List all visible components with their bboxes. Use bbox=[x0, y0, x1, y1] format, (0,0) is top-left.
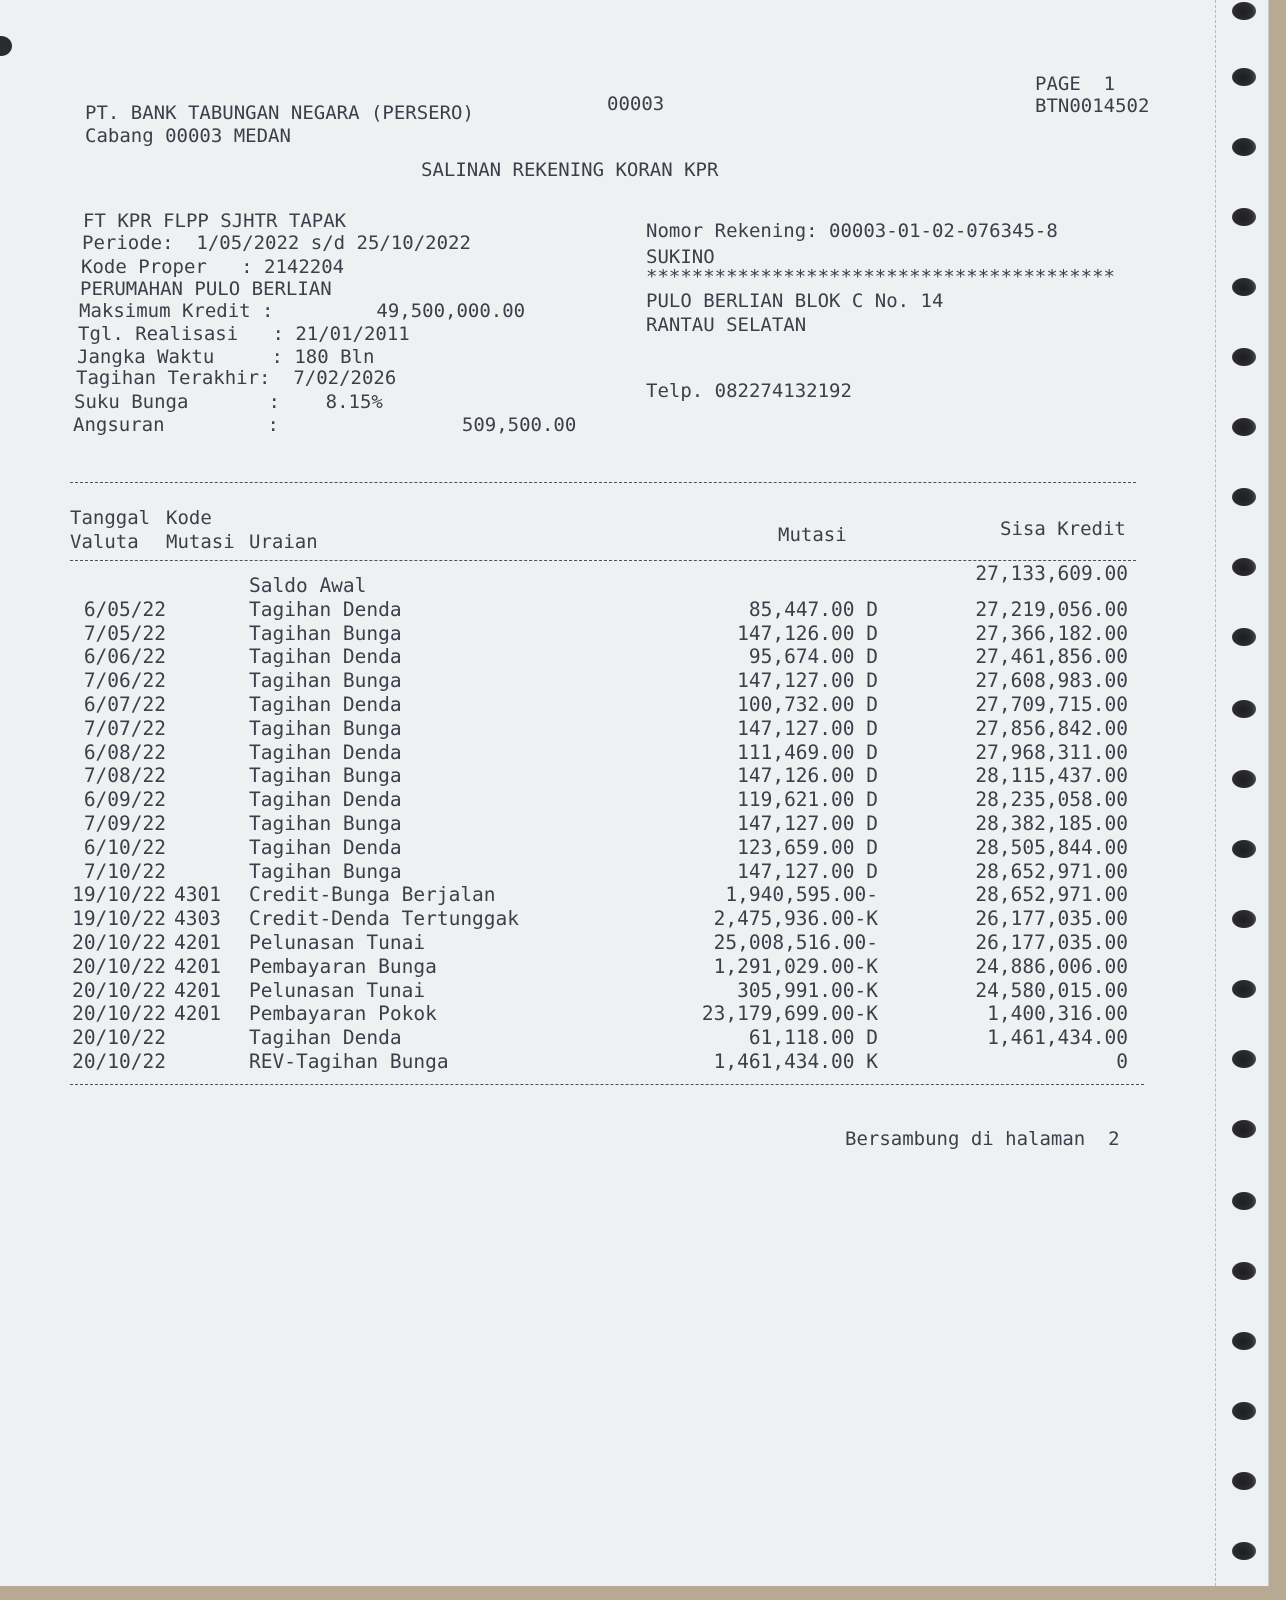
row-description: Tagihan Denda bbox=[249, 1026, 402, 1050]
row-mutation: 95,674.00 D bbox=[748, 645, 878, 669]
row-mutation: 119,621.00 D bbox=[737, 788, 878, 812]
row-balance: 26,177,035.00 bbox=[975, 931, 1128, 954]
row-mutation: 25,008,516.00- bbox=[713, 931, 878, 954]
row-mutation: 147,127.00 D bbox=[737, 669, 878, 693]
row-balance: 1,400,316.00 bbox=[987, 1002, 1128, 1026]
row-description: REV-Tagihan Bunga bbox=[249, 1050, 449, 1073]
row-balance: 1,461,434.00 bbox=[987, 1026, 1128, 1050]
row-description: Tagihan Bunga bbox=[249, 716, 402, 740]
table-row bbox=[0, 622, 1200, 646]
row-date: 20/10/22 bbox=[72, 1026, 166, 1050]
table-row bbox=[0, 979, 1200, 1003]
feed-hole-icon bbox=[1232, 840, 1256, 858]
feed-hole-icon bbox=[1232, 910, 1256, 928]
row-mutation: 147,127.00 D bbox=[737, 716, 878, 740]
account-number: Nomor Rekening: 00003-01-02-076345-8 bbox=[646, 220, 1058, 242]
row-balance: 28,505,844.00 bbox=[975, 835, 1128, 859]
feed-hole-icon bbox=[1232, 278, 1256, 296]
row-mutation: 1,940,595.00- bbox=[725, 883, 878, 907]
row-description: Tagihan Denda bbox=[249, 645, 402, 669]
row-balance: 27,709,715.00 bbox=[975, 693, 1128, 716]
row-mutation: 100,732.00 D bbox=[737, 693, 878, 716]
table-row bbox=[0, 717, 1200, 741]
row-date: 7/08/22 bbox=[83, 764, 166, 788]
info-line: Maksimum Kredit : 49,500,000.00 bbox=[79, 300, 526, 322]
feed-hole-icon bbox=[1232, 1120, 1256, 1138]
row-balance: 27,608,983.00 bbox=[975, 669, 1128, 693]
document-code: BTN0014502 bbox=[1035, 95, 1150, 117]
column-header-sisa-kredit: Sisa Kredit bbox=[1000, 518, 1126, 540]
feed-hole-icon bbox=[1232, 1050, 1256, 1068]
row-mutation: 147,127.00 D bbox=[737, 812, 878, 835]
row-code: 4201 bbox=[174, 978, 221, 1002]
row-mutation: 147,126.00 D bbox=[737, 621, 878, 645]
table-row bbox=[0, 883, 1200, 907]
info-line: Tagihan Terakhir: 7/02/2026 bbox=[76, 367, 397, 389]
table-row bbox=[0, 562, 1200, 597]
feed-hole-icon bbox=[1232, 558, 1256, 576]
separator-stars: ***************************************** bbox=[646, 266, 1115, 288]
row-description: Tagihan Denda bbox=[249, 693, 402, 716]
row-mutation: 1,461,434.00 K bbox=[713, 1050, 878, 1073]
info-line: Tgl. Realisasi : 21/01/2011 bbox=[78, 323, 410, 345]
feed-hole-icon bbox=[1232, 2, 1256, 20]
row-balance: 24,886,006.00 bbox=[975, 954, 1128, 978]
divider bbox=[70, 1084, 1144, 1085]
row-description: Tagihan Bunga bbox=[249, 859, 402, 883]
row-code: 4303 bbox=[174, 907, 221, 931]
feed-hole-icon bbox=[1232, 418, 1256, 436]
row-mutation: 147,126.00 D bbox=[737, 764, 878, 788]
row-date: 6/06/22 bbox=[83, 645, 166, 669]
row-description: Pembayaran Pokok bbox=[249, 1002, 437, 1026]
row-balance: 28,235,058.00 bbox=[975, 788, 1128, 812]
row-date: 6/08/22 bbox=[83, 740, 166, 764]
divider bbox=[70, 482, 1136, 483]
column-header-valuta: Valuta bbox=[70, 531, 139, 553]
divider bbox=[70, 560, 1136, 561]
row-balance: 28,652,971.00 bbox=[975, 883, 1128, 907]
row-date: 20/10/22 bbox=[72, 954, 166, 978]
row-balance: 27,461,856.00 bbox=[975, 645, 1128, 669]
row-date: 20/10/22 bbox=[72, 931, 166, 954]
table-row bbox=[0, 693, 1200, 717]
document-title: SALINAN REKENING KORAN KPR bbox=[421, 159, 719, 181]
table-row bbox=[0, 788, 1200, 812]
feed-hole-icon bbox=[1232, 1402, 1256, 1420]
table-row bbox=[0, 1026, 1200, 1050]
row-mutation: 61,118.00 D bbox=[748, 1026, 878, 1050]
row-balance: 28,382,185.00 bbox=[975, 812, 1128, 835]
row-balance: 27,219,056.00 bbox=[975, 597, 1128, 621]
feed-hole-icon bbox=[1232, 1262, 1256, 1280]
row-mutation: 305,991.00-K bbox=[737, 978, 878, 1002]
row-date: 7/09/22 bbox=[83, 812, 166, 835]
row-description: Credit-Bunga Berjalan bbox=[249, 883, 496, 907]
row-mutation: 123,659.00 D bbox=[737, 835, 878, 859]
table-row bbox=[0, 598, 1200, 622]
row-mutation: 85,447.00 D bbox=[748, 597, 878, 621]
branch-code: 00003 bbox=[607, 93, 665, 115]
row-mutation: 111,469.00 D bbox=[737, 740, 878, 764]
row-description: Pembayaran Bunga bbox=[249, 954, 437, 978]
branch-name: Cabang 00003 MEDAN bbox=[85, 125, 291, 147]
row-balance: 27,968,311.00 bbox=[975, 740, 1128, 764]
address-line-2: RANTAU SELATAN bbox=[646, 314, 807, 336]
customer-name: SUKINO bbox=[646, 246, 715, 268]
row-description: Tagihan Denda bbox=[249, 788, 402, 812]
feed-hole-icon bbox=[1232, 770, 1256, 788]
row-description: Tagihan Bunga bbox=[249, 621, 402, 645]
column-header-mutasi: Mutasi bbox=[778, 524, 847, 546]
row-balance: 27,856,842.00 bbox=[975, 716, 1128, 740]
row-description: Credit-Denda Tertunggak bbox=[249, 907, 520, 931]
row-description: Tagihan Denda bbox=[249, 597, 402, 621]
row-balance: 28,115,437.00 bbox=[975, 764, 1128, 788]
left-hole-icon bbox=[0, 36, 12, 56]
column-header-tanggal: Tanggal bbox=[70, 507, 151, 529]
row-code: 4201 bbox=[174, 1002, 221, 1026]
table-row bbox=[0, 764, 1200, 788]
info-line: FT KPR FLPP SJHTR TAPAK bbox=[83, 210, 347, 232]
column-header-uraian: Uraian bbox=[249, 531, 318, 553]
row-code: 4201 bbox=[174, 931, 221, 954]
table-row bbox=[0, 741, 1200, 765]
row-description: Tagihan Bunga bbox=[249, 812, 402, 835]
feed-hole-icon bbox=[1232, 700, 1256, 718]
address-line-1: PULO BERLIAN BLOK C No. 14 bbox=[646, 290, 944, 312]
page-label: PAGE 1 bbox=[1035, 73, 1116, 95]
column-header-kode: Kode bbox=[166, 507, 212, 529]
row-date: 6/05/22 bbox=[83, 597, 166, 621]
info-line: Periode: 1/05/2022 s/d 25/10/2022 bbox=[82, 232, 471, 254]
table-row bbox=[0, 836, 1200, 860]
info-line: Angsuran : 509,500.00 bbox=[73, 414, 577, 436]
row-date: 7/10/22 bbox=[83, 859, 166, 883]
row-description: Tagihan Bunga bbox=[249, 669, 402, 693]
table-row bbox=[0, 907, 1200, 931]
row-balance: 28,652,971.00 bbox=[975, 859, 1128, 883]
row-mutation: 2,475,936.00-K bbox=[713, 907, 878, 931]
row-date: 19/10/22 bbox=[72, 883, 166, 907]
info-line: Kode Proper : 2142204 bbox=[81, 256, 345, 278]
row-description: Pelunasan Tunai bbox=[249, 978, 426, 1002]
table-row bbox=[0, 955, 1200, 979]
row-description: Tagihan Denda bbox=[249, 740, 402, 764]
info-line: Suku Bunga : 8.15% bbox=[74, 391, 383, 413]
info-line: PERUMAHAN PULO BERLIAN bbox=[80, 278, 332, 300]
row-date: 6/09/22 bbox=[83, 788, 166, 812]
feed-hole-icon bbox=[1232, 348, 1256, 366]
row-balance: 27,366,182.00 bbox=[975, 621, 1128, 645]
row-description: Tagihan Denda bbox=[249, 835, 402, 859]
row-code: 4201 bbox=[174, 954, 221, 978]
bank-name: PT. BANK TABUNGAN NEGARA (PERSERO) bbox=[85, 102, 474, 124]
row-balance: 26,177,035.00 bbox=[975, 907, 1128, 931]
table-row bbox=[0, 931, 1200, 955]
feed-hole-icon bbox=[1232, 488, 1256, 506]
row-description: Pelunasan Tunai bbox=[249, 931, 426, 954]
table-row bbox=[0, 1050, 1200, 1074]
row-date: 7/07/22 bbox=[83, 716, 166, 740]
row-date: 20/10/22 bbox=[72, 1002, 166, 1026]
row-date: 19/10/22 bbox=[72, 907, 166, 931]
row-description: Tagihan Bunga bbox=[249, 764, 402, 788]
table-row bbox=[0, 812, 1200, 836]
row-balance: 27,133,609.00 bbox=[975, 562, 1128, 585]
row-balance: 24,580,015.00 bbox=[975, 978, 1128, 1002]
feed-hole-icon bbox=[1232, 68, 1256, 86]
column-header-mutasi-kode: Mutasi bbox=[166, 531, 235, 553]
phone-number: Telp. 082274132192 bbox=[646, 380, 852, 402]
feed-hole-icon bbox=[1232, 628, 1256, 646]
row-date: 6/10/22 bbox=[83, 835, 166, 859]
feed-hole-icon bbox=[1232, 208, 1256, 226]
feed-hole-icon bbox=[1232, 1192, 1256, 1210]
row-mutation: 23,179,699.00-K bbox=[701, 1002, 878, 1026]
table-row bbox=[0, 645, 1200, 669]
feed-hole-icon bbox=[1232, 138, 1256, 156]
feed-hole-icon bbox=[1232, 1472, 1256, 1490]
feed-hole-icon bbox=[1232, 1332, 1256, 1350]
table-row bbox=[0, 669, 1200, 693]
table-row bbox=[0, 860, 1200, 884]
feed-hole-icon bbox=[1232, 1542, 1256, 1560]
row-date: 6/07/22 bbox=[83, 693, 166, 716]
row-code: 4301 bbox=[174, 883, 221, 907]
row-mutation: 1,291,029.00-K bbox=[713, 954, 878, 978]
row-date: 7/05/22 bbox=[83, 621, 166, 645]
info-line: Jangka Waktu : 180 Bln bbox=[77, 346, 375, 368]
row-date: 7/06/22 bbox=[83, 669, 166, 693]
row-mutation: 147,127.00 D bbox=[737, 859, 878, 883]
table-row bbox=[0, 1002, 1200, 1026]
row-description: Saldo Awal bbox=[249, 574, 367, 597]
row-date: 20/10/22 bbox=[72, 978, 166, 1002]
row-balance: 0 bbox=[1116, 1050, 1128, 1073]
continued-note: Bersambung di halaman 2 bbox=[845, 1128, 1120, 1150]
row-date: 20/10/22 bbox=[72, 1050, 166, 1073]
feed-hole-icon bbox=[1232, 980, 1256, 998]
